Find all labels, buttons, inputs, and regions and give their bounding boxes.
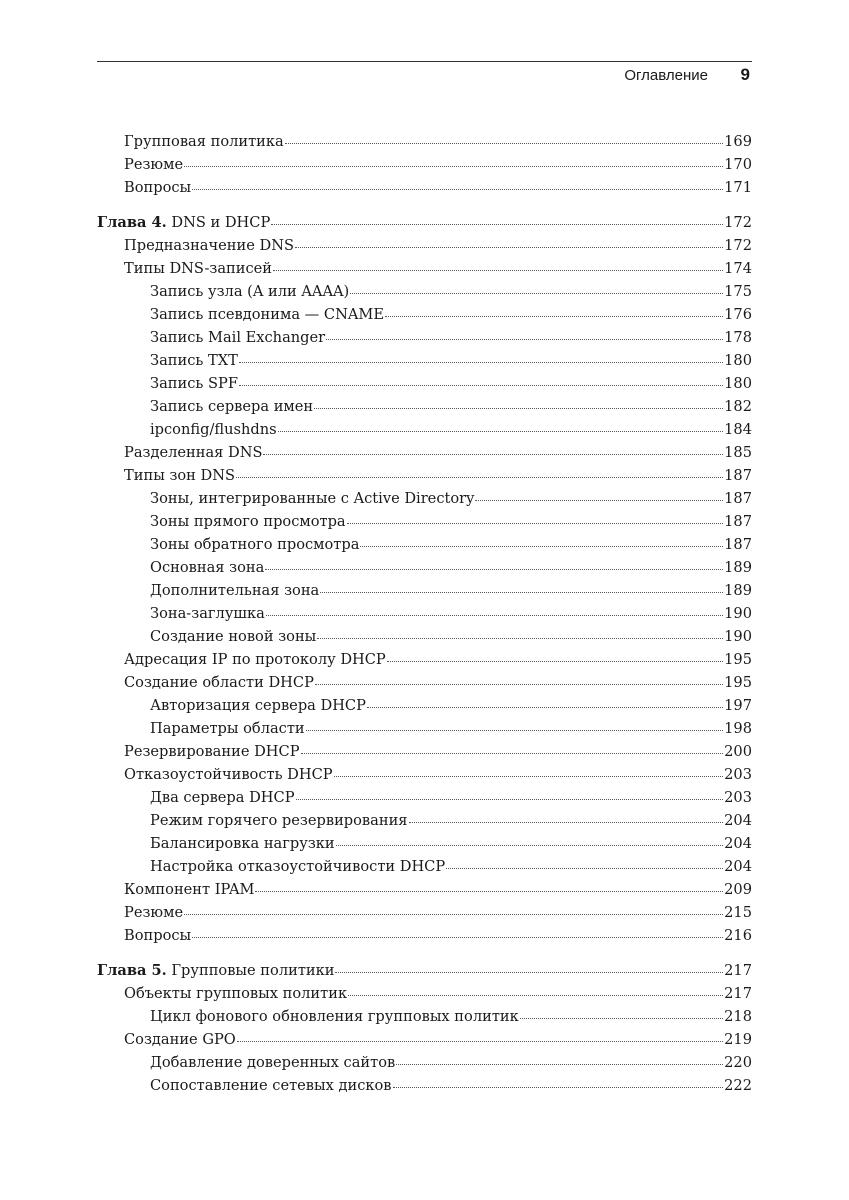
dot-leader — [360, 545, 723, 547]
toc-page-number: 180 — [724, 352, 752, 369]
toc-entry-title: Запись SPF — [150, 375, 238, 392]
toc-page-number: 187 — [724, 536, 752, 553]
toc-entry[interactable] — [97, 395, 752, 418]
toc-entry[interactable] — [97, 1028, 752, 1051]
toc-page-number: 195 — [724, 651, 752, 668]
toc-entry[interactable] — [97, 1005, 752, 1028]
toc-page-number: 187 — [724, 490, 752, 507]
toc-entry-title: Резюме — [124, 904, 184, 921]
toc-entry[interactable] — [97, 671, 752, 694]
dot-leader — [266, 614, 723, 616]
toc-entry-title: Запись псевдонима — CNAME — [150, 306, 384, 323]
toc-entry-title: Сопоставление сетевых дисков — [150, 1077, 392, 1094]
toc-entry-title: Зона-заглушка — [150, 605, 265, 622]
toc-page-number: 200 — [724, 743, 752, 760]
dot-leader — [347, 522, 724, 524]
toc-entry-title: Групповая политика — [124, 133, 284, 150]
dot-leader — [271, 223, 723, 225]
toc-entry[interactable] — [97, 740, 752, 763]
toc-entry[interactable] — [97, 176, 752, 199]
toc-entry-title: Зоны, интегрированные с Active Directory — [150, 490, 475, 507]
dot-leader — [350, 292, 723, 294]
dot-leader — [239, 361, 723, 363]
dot-leader — [192, 936, 723, 938]
toc-entry-title: Основная зона — [150, 559, 265, 576]
toc-page-number: 182 — [724, 398, 752, 415]
toc-entry-title: Создание GPO — [124, 1031, 236, 1048]
toc-entry[interactable] — [97, 878, 752, 901]
toc-entry[interactable] — [97, 487, 752, 510]
dot-leader — [255, 890, 723, 892]
toc-page-number: 175 — [724, 283, 752, 300]
toc-page-number: 170 — [724, 156, 752, 173]
toc-page-number: 217 — [724, 962, 752, 979]
toc-block — [97, 130, 752, 199]
toc-page-number: 198 — [724, 720, 752, 737]
table-of-contents — [97, 130, 752, 1097]
dot-leader — [385, 315, 723, 317]
dot-leader — [314, 407, 723, 409]
toc-page-number: 172 — [724, 237, 752, 254]
toc-page-number: 190 — [724, 628, 752, 645]
toc-entry-title: Запись Mail Exchanger — [150, 329, 326, 346]
dot-leader — [184, 913, 723, 915]
toc-page-number: 218 — [724, 1008, 752, 1025]
toc-entry[interactable] — [97, 855, 752, 878]
toc-entry[interactable] — [97, 326, 752, 349]
toc-page-number: 219 — [724, 1031, 752, 1048]
toc-page-number: 195 — [724, 674, 752, 691]
dot-leader — [296, 798, 724, 800]
toc-entry[interactable] — [97, 786, 752, 809]
toc-page-number: 187 — [724, 513, 752, 530]
toc-page-number: 222 — [724, 1077, 752, 1094]
toc-entry[interactable] — [97, 556, 752, 579]
toc-page-number: 180 — [724, 375, 752, 392]
toc-entry[interactable] — [97, 901, 752, 924]
toc-entry-title: Два сервера DHCP — [150, 789, 295, 806]
dot-leader — [475, 499, 723, 501]
toc-page-number: 203 — [724, 789, 752, 806]
running-head — [97, 64, 752, 88]
toc-chapter-entry[interactable] — [97, 211, 752, 234]
toc-entry[interactable] — [97, 153, 752, 176]
toc-entry-title: ipconfig/flushdns — [150, 421, 277, 438]
toc-entry[interactable] — [97, 234, 752, 257]
dot-leader — [326, 338, 723, 340]
dot-leader — [520, 1017, 723, 1019]
toc-entry[interactable] — [97, 349, 752, 372]
toc-entry-title: Добавление доверенных сайтов — [150, 1054, 396, 1071]
toc-entry-title: Создание области DHCP — [124, 674, 314, 691]
toc-page-number: 204 — [724, 812, 752, 829]
toc-page-number: 169 — [724, 133, 752, 150]
chapter-label: Глава 5. — [97, 962, 167, 979]
toc-entry[interactable] — [97, 1074, 752, 1097]
toc-page-number: 216 — [724, 927, 752, 944]
toc-entry-title: Типы зон DNS — [124, 467, 236, 484]
toc-entry-title: Зоны обратного просмотра — [150, 536, 360, 553]
toc-page-number: 185 — [724, 444, 752, 461]
dot-leader — [295, 246, 723, 248]
toc-entry-title: Резюме — [124, 156, 184, 173]
dot-leader — [237, 1040, 723, 1042]
toc-entry[interactable] — [97, 648, 752, 671]
chapter-label: Глава 4. — [97, 214, 167, 231]
toc-page-number: 176 — [724, 306, 752, 323]
dot-leader — [348, 994, 723, 996]
toc-page-number: 217 — [724, 985, 752, 1002]
chapter-title: Групповые политики — [166, 962, 335, 979]
dot-leader — [335, 971, 723, 973]
toc-entry[interactable] — [97, 694, 752, 717]
dot-leader — [396, 1063, 723, 1065]
toc-entry-title: Адресация IP по протоколу DHCP — [124, 651, 386, 668]
toc-page-number: 184 — [724, 421, 752, 438]
toc-entry[interactable] — [97, 464, 752, 487]
toc-page-number: 220 — [724, 1054, 752, 1071]
toc-entry-title: Зоны прямого просмотра — [150, 513, 346, 530]
toc-entry[interactable] — [97, 579, 752, 602]
toc-chapter-entry[interactable] — [97, 959, 752, 982]
toc-entry-title: Режим горячего резервирования — [150, 812, 408, 829]
toc-page-number: 187 — [724, 467, 752, 484]
toc-entry[interactable] — [97, 763, 752, 786]
toc-entry[interactable] — [97, 303, 752, 326]
toc-entry[interactable] — [97, 717, 752, 740]
dot-leader — [184, 165, 723, 167]
dot-leader — [393, 1086, 724, 1088]
toc-entry[interactable] — [97, 602, 752, 625]
toc-entry[interactable] — [97, 625, 752, 648]
toc-entry-title: Создание новой зоны — [150, 628, 317, 645]
toc-entry[interactable] — [97, 832, 752, 855]
toc-entry[interactable] — [97, 280, 752, 303]
toc-page-number: 197 — [724, 697, 752, 714]
toc-block — [97, 959, 752, 1097]
toc-entry[interactable] — [97, 418, 752, 441]
dot-leader — [265, 568, 723, 570]
toc-entry-title: Авторизация сервера DHCP — [150, 697, 366, 714]
toc-entry-title: Типы DNS-записей — [124, 260, 273, 277]
toc-entry[interactable] — [97, 809, 752, 832]
toc-page-number: 215 — [724, 904, 752, 921]
chapter-title: DNS и DHCP — [166, 214, 271, 231]
toc-entry-title: Запись узла (A или AAAA) — [150, 283, 350, 300]
dot-leader — [239, 384, 723, 386]
toc-page-number: 178 — [724, 329, 752, 346]
header-rule — [97, 61, 752, 62]
toc-entry-title: Вопросы — [124, 179, 192, 196]
toc-page-number: 209 — [724, 881, 752, 898]
toc-entry-title: Вопросы — [124, 927, 192, 944]
toc-entry-title: Параметры области — [150, 720, 305, 737]
toc-entry-title: Запись TXT — [150, 352, 238, 369]
toc-entry-title: Настройка отказоустойчивости DHCP — [150, 858, 446, 875]
toc-entry-title: Компонент IPAM — [124, 881, 255, 898]
dot-leader — [409, 821, 724, 823]
toc-entry[interactable] — [97, 130, 752, 153]
dot-leader — [320, 591, 723, 593]
section-title: Оглавление — [624, 67, 708, 84]
toc-entry-title: Объекты групповых политик — [124, 985, 348, 1002]
toc-entry-title: Отказоустойчивость DHCP — [124, 766, 333, 783]
toc-page-number: 171 — [724, 179, 752, 196]
toc-page-number: 189 — [724, 582, 752, 599]
toc-page-number: 204 — [724, 835, 752, 852]
toc-page-number: 204 — [724, 858, 752, 875]
toc-entry-title: Запись сервера имен — [150, 398, 314, 415]
toc-page-number: 203 — [724, 766, 752, 783]
toc-page-number: 174 — [724, 260, 752, 277]
toc-entry-title — [97, 959, 334, 982]
dot-leader — [334, 775, 724, 777]
dot-leader — [236, 476, 723, 478]
dot-leader — [263, 453, 723, 455]
toc-entry[interactable] — [97, 510, 752, 533]
dot-leader — [336, 844, 724, 846]
toc-entry[interactable] — [97, 441, 752, 464]
dot-leader — [446, 867, 723, 869]
dot-leader — [317, 637, 723, 639]
dot-leader — [273, 269, 723, 271]
page-number: 9 — [740, 65, 750, 84]
toc-entry[interactable] — [97, 372, 752, 395]
toc-entry[interactable] — [97, 533, 752, 556]
dot-leader — [278, 430, 724, 432]
dot-leader — [285, 142, 723, 144]
dot-leader — [387, 660, 723, 662]
toc-entry-title: Балансировка нагрузки — [150, 835, 335, 852]
dot-leader — [192, 188, 723, 190]
toc-entry-title: Предназначение DNS — [124, 237, 294, 254]
toc-page-number: 190 — [724, 605, 752, 622]
toc-entry-title: Цикл фонового обновления групповых политик — [150, 1008, 519, 1025]
toc-entry[interactable] — [97, 257, 752, 280]
toc-entry[interactable] — [97, 924, 752, 947]
toc-page-number: 172 — [724, 214, 752, 231]
dot-leader — [301, 752, 724, 754]
dot-leader — [367, 706, 723, 708]
toc-entry-title: Дополнительная зона — [150, 582, 320, 599]
toc-entry[interactable] — [97, 982, 752, 1005]
toc-page-number: 189 — [724, 559, 752, 576]
dot-leader — [315, 683, 723, 685]
toc-block — [97, 211, 752, 947]
toc-entry-title: Разделенная DNS — [124, 444, 263, 461]
toc-entry-title: Резервирование DHCP — [124, 743, 300, 760]
dot-leader — [306, 729, 723, 731]
toc-entry[interactable] — [97, 1051, 752, 1074]
toc-entry-title — [97, 211, 270, 234]
